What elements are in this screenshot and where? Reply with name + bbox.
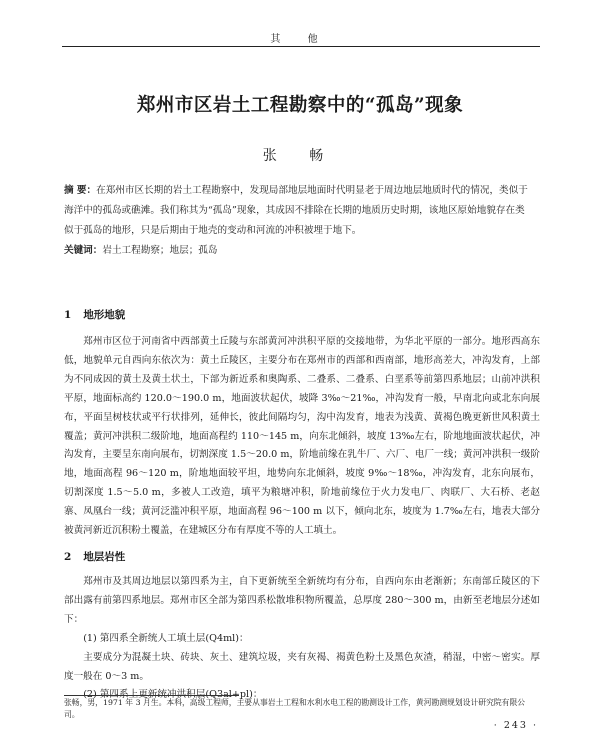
section-2-item-2-title: (2) 第四系上更新统冲洪积层(Q3al+pl)： — [83, 689, 263, 701]
section-1-paragraph: 郑州市区位于河南省中西部黄土丘陵与东部黄河冲洪积平原的交接地带，为华北平原的一部分。地形西高东低，地貌单元自西向东依次为：黄土丘陵区，主要分布在郑州市的西部和西南部，地形高差大，冲沟发育，上部为不同成因的黄土及黄土状土，下部为新近系和奥陶系、二叠系、二叠系、白垩系等前第四系地层；山前冲洪积平原，地面标高约 120.0～190.0 m，地面波状起伏，坡降 3‰～21‰，冲沟发育一般，早南北向或北东向展布，平面呈树枝状或平行状排列，延伸长，彼此间隔均匀，沟中沟发育，地表为浅黄、黄褐色晚更新世风积黄土覆盖；黄河冲洪积二级阶地，地面高程约 110～145 m，向东北倾斜，坡度 13‰左右，阶地地面波状起伏，冲沟发育，主要呈东南向展布，切割深度 1.5～20.0 m，阶地前缘在乳牛厂、六厂、电厂一线；黄河冲洪积一级阶地，地面高程 96～120 m，阶地地面较平坦，地势向东北倾斜，坡度 9‰～18‰，冲沟发育，北东向展布，切割深度 1.5～5.0 m，多被人工改造，填平为粮塘冲积，阶地前缘位于火力发电厂、肉联厂、大石桥、老赵寨、凤凰台一线；黄河泛滥冲积平原，地面高程 96～100 m 以下，倾向北东，坡度为 1.7‰左右，地表大部分被黄河新近沉积粉土覆盖，在建城区分布有厚度不等的人工填土。 — [64, 336, 540, 537]
keywords-label: 关键词： — [64, 245, 103, 256]
author-footnote: 张畅，男，1971 年 3 月生。本科，高级工程师，主要从事岩土工程和水利水电工程的勘测设计工作，黄河勘测规划设计研究院有限公司。 — [64, 698, 526, 719]
section-2-title: 地层岩性 — [83, 551, 126, 563]
section-2-body — [64, 573, 540, 705]
section-1-body — [64, 333, 540, 541]
keywords-line — [64, 241, 534, 261]
section-1-title: 地形地貌 — [83, 309, 126, 321]
article-title: 郑州市区岩土工程勘察中的“孤岛”现象 — [136, 95, 464, 116]
section-2-item-1-text: 主要成分为混凝土块、砖块、灰土、建筑垃圾，夹有灰褐、褐黄色粉土及黑色灰渣，稍湿，中密～密实。厚度一般在 0～3 m。 — [64, 651, 540, 682]
section-2-number: 2 — [64, 551, 72, 563]
abstract-block — [64, 181, 534, 261]
section-2-heading — [64, 549, 125, 564]
abstract-label: 摘 要： — [64, 185, 97, 196]
section-1-number: 1 — [64, 309, 72, 321]
abstract-text: 在郑州市区长期的岩土工程勘察中，发现局部地层地面时代明显老于周边地层地质时代的情况，类似于海洋中的孤岛或礁滩。我们称其为“孤岛”现象，其成因不排除在长期的地质历史时期，该地区原始地貌存在类似于孤岛的地形，只是后期由于地壳的变动和河流的冲积被埋于地下。 — [64, 185, 528, 236]
header-rule — [62, 46, 540, 47]
section-2-item-1-title: (1) 第四系全新统人工填土层(Q4ml)： — [83, 632, 249, 644]
footnote-rule — [64, 695, 239, 696]
page-number: · 243 · — [493, 720, 538, 731]
author-name: 张 畅 — [262, 148, 338, 164]
section-1-heading — [64, 307, 125, 322]
running-header: 其 他 — [270, 34, 330, 45]
section-2-paragraph: 郑州市及其周边地层以第四系为主，自下更新统至全新统均有分布，自西向东由老渐新；东南部丘陵区的下部出露有前第四系地层。郑州市区全部为第四系松散堆积物所覆盖，总厚度 280～300 m，由新至老地层分述如下： — [64, 576, 540, 625]
abstract-paragraph — [64, 181, 534, 241]
keywords-text: 岩土工程勘察；地层；孤岛 — [102, 245, 218, 256]
